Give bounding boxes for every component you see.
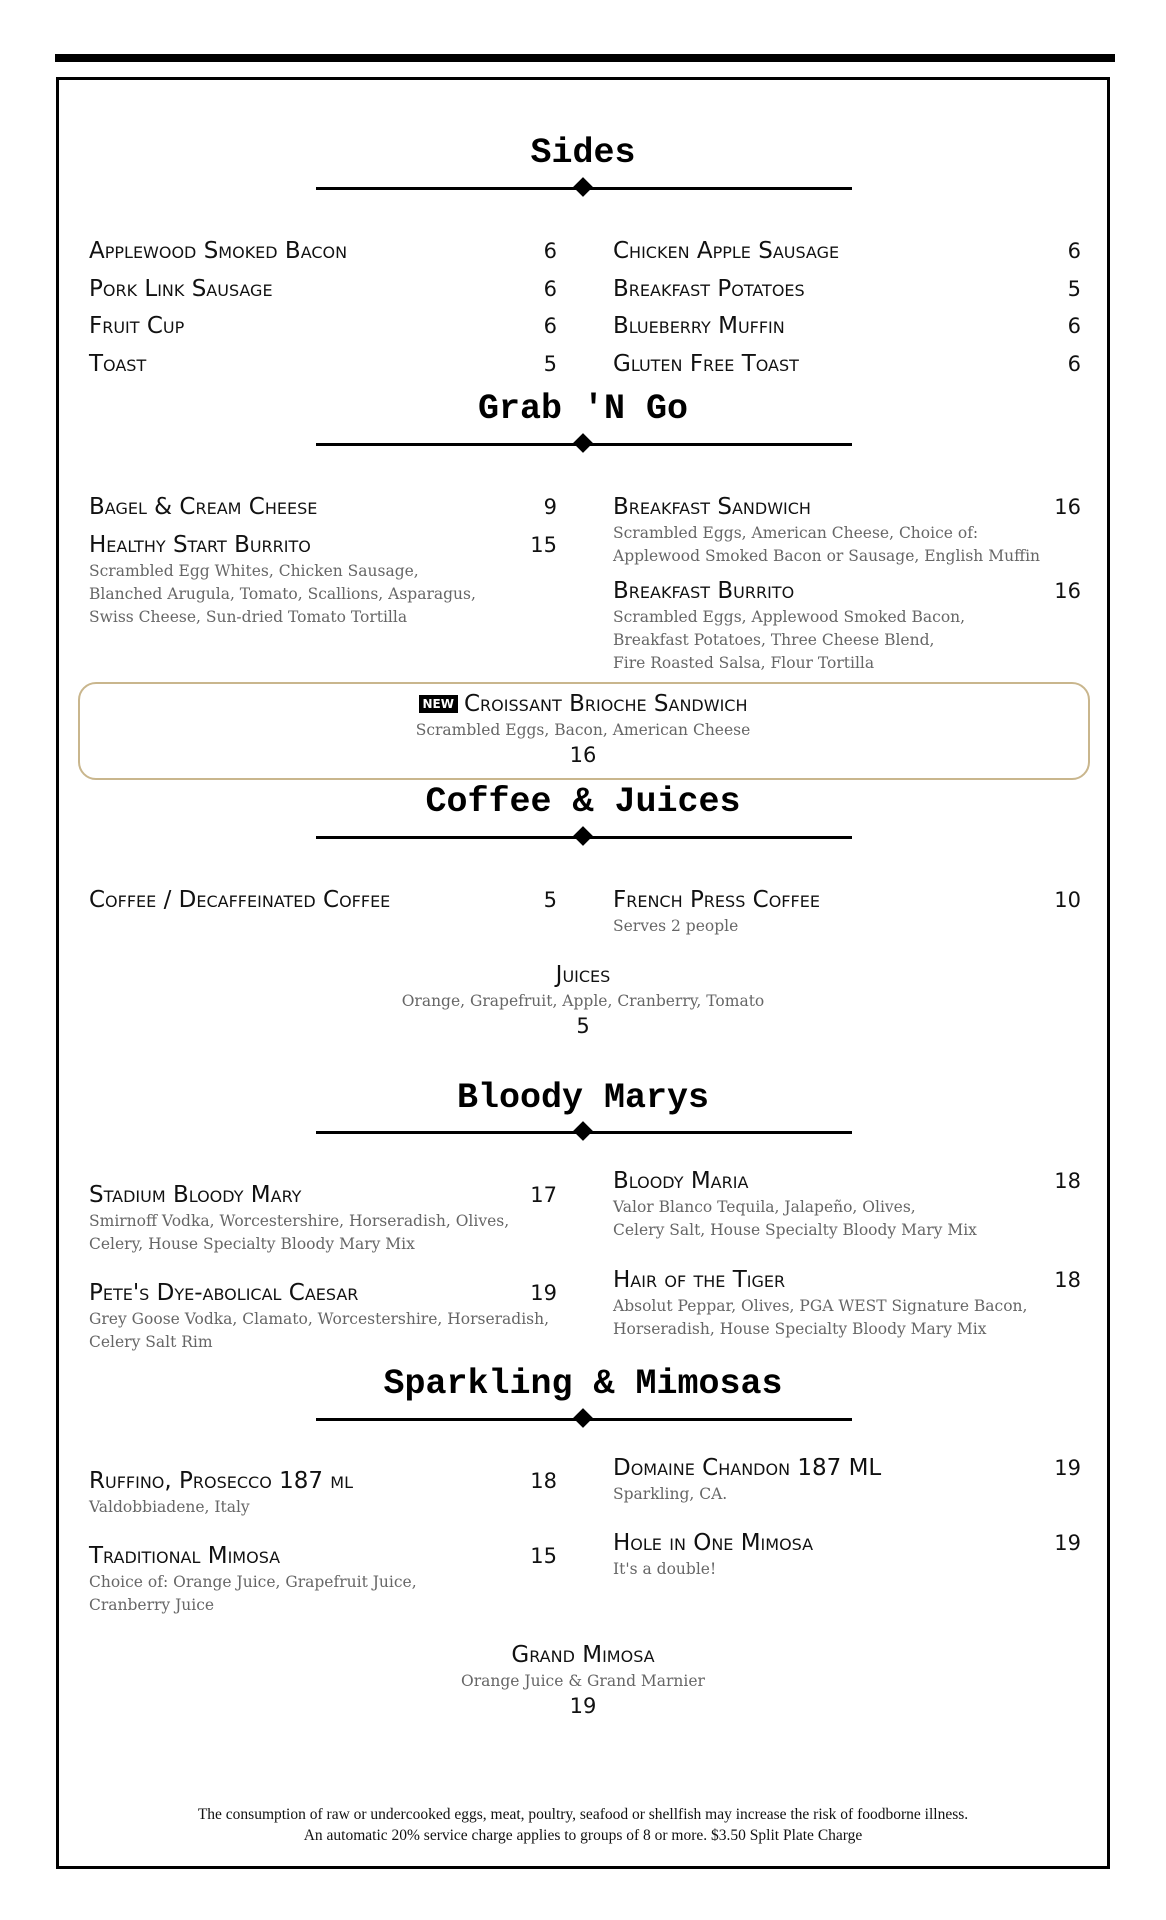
juices-item xyxy=(0,960,1166,1039)
menu-item xyxy=(613,885,1081,938)
item-price: 18 xyxy=(530,1469,557,1493)
item-description xyxy=(89,1210,557,1256)
item-name: Breakfast Sandwich xyxy=(613,494,811,520)
menu-item xyxy=(89,349,557,379)
item-name: Hole in One Mimosa xyxy=(613,1530,814,1556)
item-name: Domaine Chandon 187 ML xyxy=(613,1455,882,1481)
menu-item xyxy=(613,576,1081,675)
item-name: Juices xyxy=(555,962,611,988)
item-description xyxy=(89,1571,557,1617)
section-divider xyxy=(316,1122,852,1142)
menu-item xyxy=(89,885,557,915)
menu-item xyxy=(613,492,1081,568)
menu-item xyxy=(89,1180,557,1256)
menu-item xyxy=(613,311,1081,341)
featured-item-name xyxy=(0,689,1166,719)
menu-item xyxy=(613,274,1081,304)
menu-item xyxy=(613,1528,1081,1581)
desc-line: Scrambled Eggs, Applewood Smoked Bacon, xyxy=(613,608,966,626)
diamond-icon xyxy=(573,177,593,197)
menu-item xyxy=(89,236,557,266)
featured-item-price: 16 xyxy=(569,743,597,767)
item-price: 17 xyxy=(530,1183,557,1207)
item-name: Stadium Bloody Mary xyxy=(89,1182,302,1208)
item-description xyxy=(89,1308,557,1354)
section-title-sides: Sides xyxy=(530,133,636,173)
section-title-bloody-marys: Bloody Marys xyxy=(456,1078,710,1118)
diamond-icon xyxy=(573,826,593,846)
menu-item xyxy=(613,1265,1081,1341)
item-price: 5 xyxy=(543,352,557,376)
menu-item xyxy=(613,236,1081,266)
item-price: 19 xyxy=(530,1281,557,1305)
section-divider xyxy=(316,178,852,198)
item-description xyxy=(613,1295,1081,1341)
item-name: Hair of the Tiger xyxy=(613,1267,786,1293)
item-price: 6 xyxy=(543,314,557,338)
item-name: Traditional Mimosa xyxy=(89,1543,281,1569)
featured-item-label: Croissant Brioche Sandwich xyxy=(463,691,748,717)
desc-line: Breakfast Potatoes, Three Cheese Blend, xyxy=(613,631,935,649)
desc-line: Fire Roasted Salsa, Flour Tortilla xyxy=(613,654,875,672)
item-description xyxy=(613,1196,1081,1242)
menu-item xyxy=(613,349,1081,379)
item-price: 6 xyxy=(543,277,557,301)
item-price: 16 xyxy=(1054,579,1081,603)
section-divider xyxy=(316,827,852,847)
item-price: 9 xyxy=(543,495,557,519)
item-price: 6 xyxy=(1067,239,1081,263)
desc-line: Smirnoff Vodka, Worcestershire, Horseradish, Olives, xyxy=(89,1212,510,1230)
section-title-coffee-juices: Coffee & Juices xyxy=(425,782,741,822)
menu-item xyxy=(89,1278,557,1354)
item-price: 16 xyxy=(1054,495,1081,519)
item-description: Orange Juice & Grand Marnier xyxy=(461,1672,705,1690)
desc-line: Horseradish, House Specialty Bloody Mary Mix xyxy=(613,1320,987,1338)
desc-line: Celery, House Specialty Bloody Mary Mix xyxy=(89,1235,415,1253)
item-price: 19 xyxy=(1054,1456,1081,1480)
desc-line: Applewood Smoked Bacon or Sausage, English Muffin xyxy=(613,547,1041,565)
item-name: Grand Mimosa xyxy=(511,1642,655,1668)
item-description: It's a double! xyxy=(613,1560,717,1578)
item-name: Applewood Smoked Bacon xyxy=(89,238,348,264)
item-price: 15 xyxy=(530,1544,557,1568)
menu-item xyxy=(89,311,557,341)
item-description: Valdobbiadene, Italy xyxy=(89,1498,250,1516)
item-price: 15 xyxy=(530,533,557,557)
item-price: 5 xyxy=(543,888,557,912)
service-charge-line: An automatic 20% service charge applies to groups of 8 or more. $3.50 Split Plate Charge xyxy=(303,1827,863,1844)
item-name: Bagel & Cream Cheese xyxy=(89,494,318,520)
item-price: 19 xyxy=(569,1694,597,1718)
featured-item xyxy=(0,689,1166,768)
item-price: 6 xyxy=(1067,352,1081,376)
item-description xyxy=(613,606,1081,675)
desc-line: Celery Salt, House Specialty Bloody Mary Mix xyxy=(613,1221,977,1239)
desc-line: Cranberry Juice xyxy=(89,1596,215,1614)
item-description xyxy=(613,522,1081,568)
disclaimer-line: The consumption of raw or undercooked eggs, meat, poultry, seafood or shellfish may increase the risk of foodborne illness. xyxy=(197,1806,969,1823)
menu-item xyxy=(613,1453,1081,1506)
menu-item xyxy=(89,274,557,304)
menu-item xyxy=(613,1166,1081,1242)
section-title-sparkling-mimosas: Sparkling & Mimosas xyxy=(383,1364,783,1404)
menu-item xyxy=(89,1466,557,1519)
item-name: Ruffino, Prosecco 187 ml xyxy=(89,1468,354,1494)
item-description: Sparkling, CA. xyxy=(613,1485,728,1503)
desc-line: Scrambled Eggs, American Cheese, Choice of: xyxy=(613,524,979,542)
item-name: Fruit Cup xyxy=(89,313,185,339)
item-price: 6 xyxy=(543,239,557,263)
menu-item xyxy=(89,530,557,629)
item-price: 18 xyxy=(1054,1268,1081,1292)
section-divider xyxy=(316,1409,852,1429)
section-divider xyxy=(316,434,852,454)
new-badge: NEW xyxy=(419,695,458,713)
item-name: French Press Coffee xyxy=(613,887,820,913)
item-name: Healthy Start Burrito xyxy=(89,532,311,558)
item-name: Bloody Maria xyxy=(613,1168,749,1194)
item-price: 18 xyxy=(1054,1169,1081,1193)
item-description xyxy=(89,560,557,629)
desc-line: Choice of: Orange Juice, Grapefruit Juice, xyxy=(89,1573,417,1591)
item-price: 19 xyxy=(1054,1531,1081,1555)
item-name: Breakfast Potatoes xyxy=(613,276,805,302)
item-price: 5 xyxy=(1067,277,1081,301)
menu-item xyxy=(89,1541,557,1617)
item-price: 6 xyxy=(1067,314,1081,338)
top-rule xyxy=(55,54,1115,62)
desc-line: Grey Goose Vodka, Clamato, Worcestershire, Horseradish, xyxy=(89,1310,550,1328)
item-price: 5 xyxy=(576,1014,590,1038)
item-name: Chicken Apple Sausage xyxy=(613,238,840,264)
diamond-icon xyxy=(573,1408,593,1428)
item-name: Coffee / Decaffeinated Coffee xyxy=(89,887,391,913)
featured-item-description: Scrambled Eggs, Bacon, American Cheese xyxy=(415,721,751,739)
diamond-icon xyxy=(573,433,593,453)
menu-item xyxy=(89,492,557,522)
item-name: Breakfast Burrito xyxy=(613,578,795,604)
desc-line: Scrambled Egg Whites, Chicken Sausage, xyxy=(89,562,419,580)
item-name: Toast xyxy=(89,351,147,377)
item-description: Serves 2 people xyxy=(613,917,739,935)
item-description: Orange, Grapefruit, Apple, Cranberry, Tomato xyxy=(401,992,765,1010)
desc-line: Celery Salt Rim xyxy=(89,1333,213,1351)
item-name: Pete's Dye-abolical Caesar xyxy=(89,1280,359,1306)
item-name: Pork Link Sausage xyxy=(89,276,273,302)
item-price: 10 xyxy=(1054,888,1081,912)
desc-line: Valor Blanco Tequila, Jalapeño, Olives, xyxy=(613,1198,916,1216)
desc-line: Absolut Peppar, Olives, PGA WEST Signature Bacon, xyxy=(613,1297,1028,1315)
footer-disclaimer xyxy=(0,1804,1166,1846)
diamond-icon xyxy=(573,1121,593,1141)
item-name: Blueberry Muffin xyxy=(613,313,785,339)
desc-line: Blanched Arugula, Tomato, Scallions, Asparagus, xyxy=(89,585,476,603)
item-name: Gluten Free Toast xyxy=(613,351,799,377)
section-title-grab-n-go: Grab 'N Go xyxy=(477,389,689,429)
grand-mimosa-item xyxy=(0,1640,1166,1719)
desc-line: Swiss Cheese, Sun-dried Tomato Tortilla xyxy=(89,608,408,626)
